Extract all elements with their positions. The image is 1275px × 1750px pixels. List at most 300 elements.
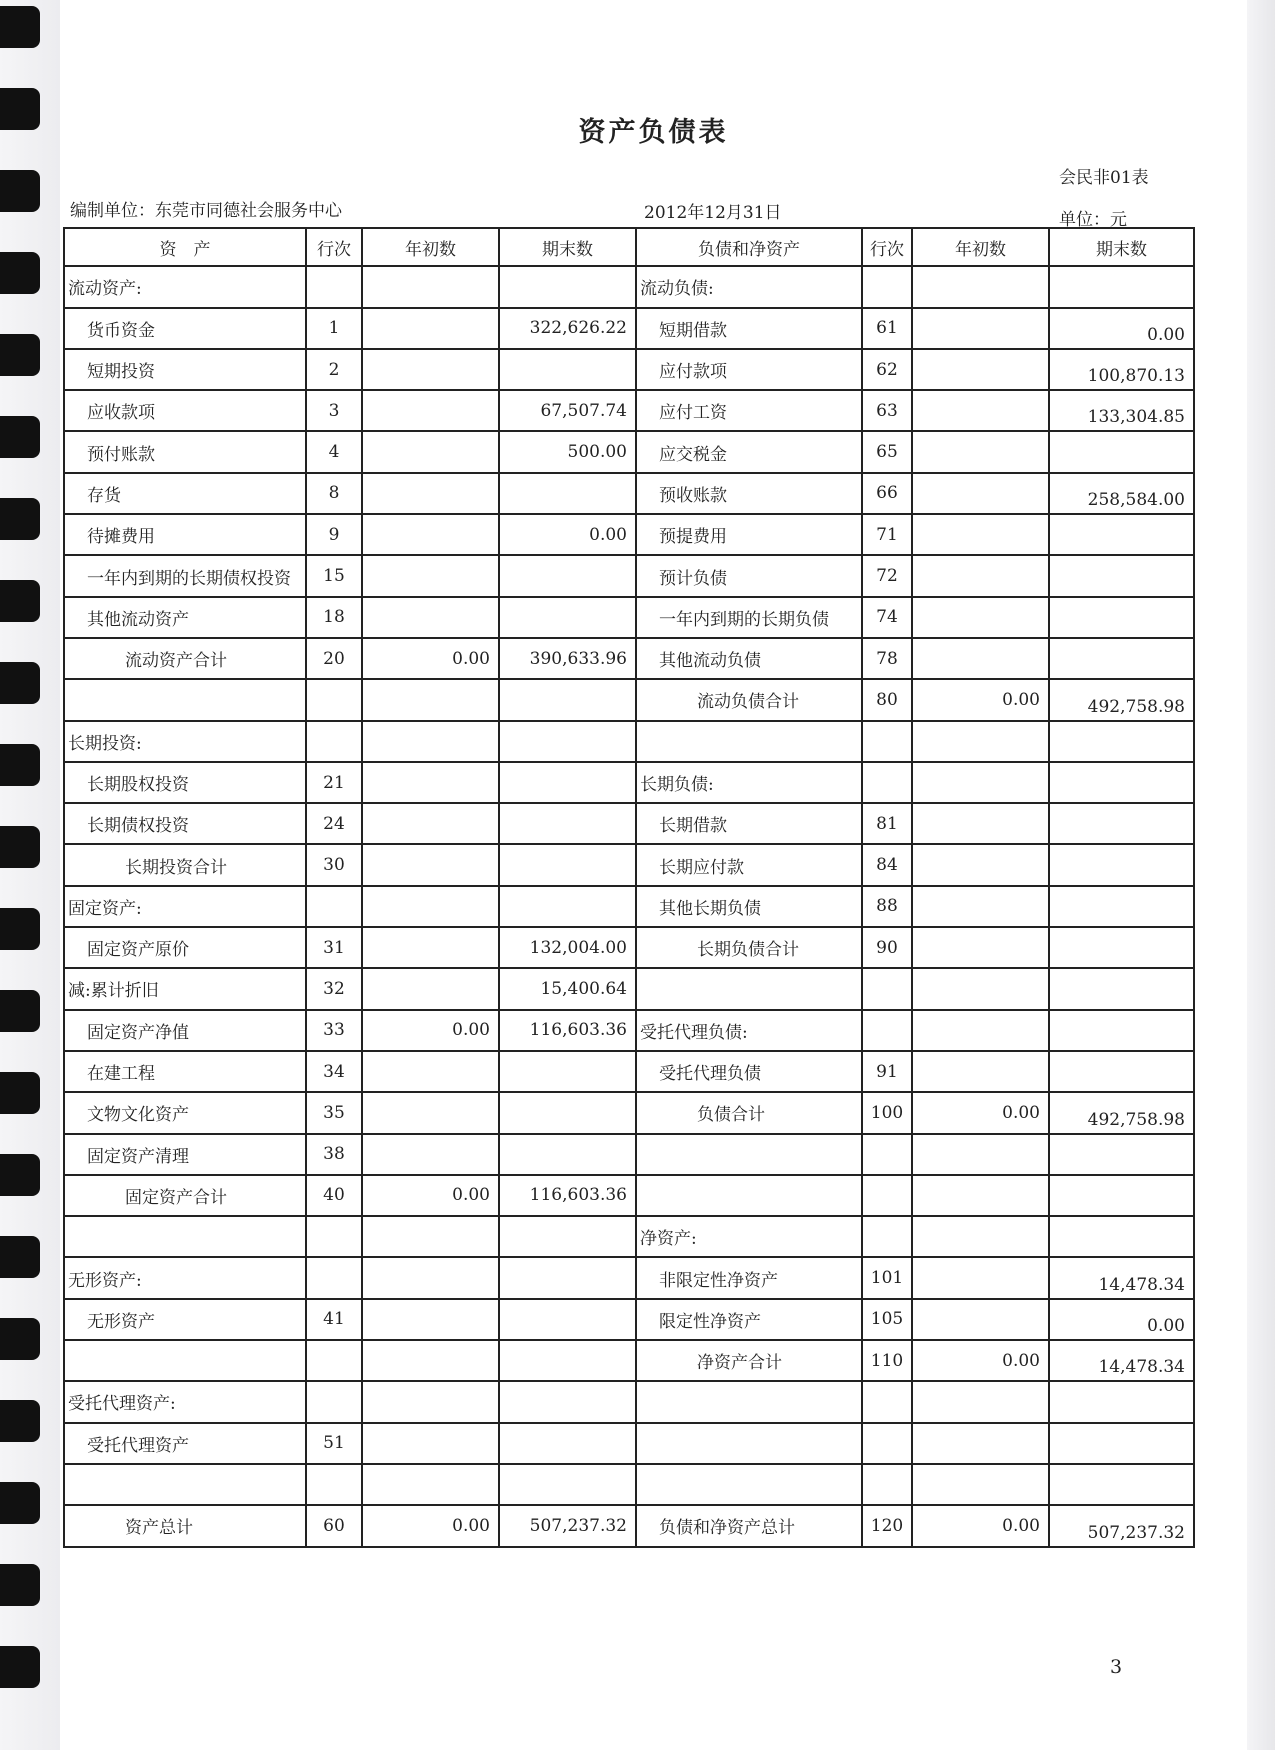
liability-label: 流动负债: (636, 266, 862, 307)
table-row (64, 473, 1194, 514)
liability-begin: 0.00 (912, 679, 1049, 720)
liability-end: 0.00 (1049, 308, 1194, 349)
form-code: 会民非01表 (1059, 168, 1149, 188)
binding-hole (0, 252, 40, 294)
liability-begin (912, 1464, 1049, 1505)
asset-begin (362, 308, 499, 349)
liability-begin (912, 927, 1049, 968)
liability-line-no (862, 266, 912, 307)
organization-label: 编制单位：东莞市同德社会服务中心 (70, 201, 342, 221)
asset-end: 322,626.22 (499, 308, 636, 349)
table-row (64, 1092, 1194, 1133)
asset-label: 待摊费用 (64, 514, 306, 555)
asset-line-no: 30 (306, 844, 362, 885)
asset-begin (362, 1423, 499, 1464)
asset-end (499, 1092, 636, 1133)
page-edge (1247, 0, 1275, 1750)
liability-label: 流动负债合计 (636, 679, 862, 720)
asset-line-no: 31 (306, 927, 362, 968)
liability-end: 0.00 (1049, 1299, 1194, 1340)
liability-end (1049, 1010, 1194, 1051)
liability-line-no (862, 1381, 912, 1422)
liability-end: 14,478.34 (1049, 1257, 1194, 1298)
liability-label: 其他流动负债 (636, 638, 862, 679)
asset-end (499, 266, 636, 307)
liability-end: 14,478.34 (1049, 1340, 1194, 1381)
liability-begin (912, 266, 1049, 307)
liability-line-no (862, 968, 912, 1009)
liability-label: 负债和净资产总计 (636, 1505, 862, 1546)
table-row (64, 1423, 1194, 1464)
asset-line-no (306, 679, 362, 720)
liability-begin (912, 473, 1049, 514)
liability-end: 100,870.13 (1049, 349, 1194, 390)
asset-label: 固定资产合计 (64, 1175, 306, 1216)
asset-line-no: 51 (306, 1423, 362, 1464)
asset-end (499, 349, 636, 390)
table-row (64, 1340, 1194, 1381)
liability-line-no: 81 (862, 803, 912, 844)
liability-begin (912, 514, 1049, 555)
col-header-begin-2: 年初数 (912, 228, 1049, 266)
asset-label: 减:累计折旧 (64, 968, 306, 1009)
liability-begin (912, 1175, 1049, 1216)
liability-begin (912, 1010, 1049, 1051)
liability-begin: 0.00 (912, 1092, 1049, 1133)
balance-sheet-table-wrap (63, 227, 1195, 1548)
asset-begin: 0.00 (362, 638, 499, 679)
liability-begin (912, 597, 1049, 638)
liability-begin (912, 308, 1049, 349)
liability-begin (912, 349, 1049, 390)
asset-end: 0.00 (499, 514, 636, 555)
asset-begin (362, 1051, 499, 1092)
liability-begin (912, 390, 1049, 431)
liability-end: 133,304.85 (1049, 390, 1194, 431)
asset-begin (362, 431, 499, 472)
asset-begin (362, 1092, 499, 1133)
liability-end: 258,584.00 (1049, 473, 1194, 514)
asset-label: 长期债权投资 (64, 803, 306, 844)
asset-begin (362, 968, 499, 1009)
liability-line-no (862, 1175, 912, 1216)
asset-begin (362, 514, 499, 555)
asset-label: 长期投资: (64, 721, 306, 762)
liability-end (1049, 638, 1194, 679)
liability-begin (912, 762, 1049, 803)
asset-end: 500.00 (499, 431, 636, 472)
table-row (64, 1175, 1194, 1216)
asset-begin (362, 349, 499, 390)
liability-line-no (862, 1464, 912, 1505)
asset-end (499, 597, 636, 638)
report-date: 2012年12月31日 (644, 203, 782, 223)
asset-end (499, 1423, 636, 1464)
liability-line-no: 61 (862, 308, 912, 349)
table-row (64, 1381, 1194, 1422)
asset-line-no (306, 1216, 362, 1257)
col-header-end-2: 期末数 (1049, 228, 1194, 266)
binding-hole (0, 1646, 40, 1688)
liability-line-no: 90 (862, 927, 912, 968)
liability-begin (912, 844, 1049, 885)
liability-line-no (862, 1134, 912, 1175)
asset-line-no (306, 721, 362, 762)
asset-begin (362, 1340, 499, 1381)
table-row (64, 266, 1194, 307)
col-header-end: 期末数 (499, 228, 636, 266)
liability-begin (912, 968, 1049, 1009)
asset-begin (362, 762, 499, 803)
asset-line-no: 32 (306, 968, 362, 1009)
binding-hole (0, 170, 40, 212)
document-title: 资产负债表 (578, 117, 729, 148)
liability-end (1049, 266, 1194, 307)
asset-label: 无形资产: (64, 1257, 306, 1298)
asset-line-no: 34 (306, 1051, 362, 1092)
asset-end (499, 886, 636, 927)
asset-end: 15,400.64 (499, 968, 636, 1009)
binding-hole (0, 416, 40, 458)
liability-line-no: 84 (862, 844, 912, 885)
liability-begin (912, 803, 1049, 844)
liability-end (1049, 1216, 1194, 1257)
liability-line-no: 80 (862, 679, 912, 720)
asset-end (499, 1381, 636, 1422)
asset-label: 在建工程 (64, 1051, 306, 1092)
liability-end: 492,758.98 (1049, 679, 1194, 720)
liability-end (1049, 1175, 1194, 1216)
liability-line-no: 105 (862, 1299, 912, 1340)
asset-line-no: 18 (306, 597, 362, 638)
asset-label: 应收款项 (64, 390, 306, 431)
table-row (64, 1134, 1194, 1175)
liability-end (1049, 721, 1194, 762)
liability-label: 长期负债: (636, 762, 862, 803)
asset-line-no: 8 (306, 473, 362, 514)
asset-begin: 0.00 (362, 1175, 499, 1216)
binding-hole (0, 908, 40, 950)
asset-line-no (306, 1257, 362, 1298)
liability-line-no: 120 (862, 1505, 912, 1546)
liability-begin (912, 1299, 1049, 1340)
asset-label: 资产总计 (64, 1505, 306, 1546)
asset-begin (362, 1134, 499, 1175)
asset-line-no: 60 (306, 1505, 362, 1546)
liability-begin (912, 721, 1049, 762)
binding-hole (0, 744, 40, 786)
binding-hole (0, 662, 40, 704)
table-header-row (64, 228, 1194, 266)
liability-line-no: 88 (862, 886, 912, 927)
liability-end (1049, 431, 1194, 472)
asset-label: 存货 (64, 473, 306, 514)
asset-begin (362, 390, 499, 431)
liability-end (1049, 1051, 1194, 1092)
asset-begin (362, 555, 499, 596)
liability-begin (912, 1257, 1049, 1298)
asset-label (64, 1216, 306, 1257)
asset-label: 固定资产清理 (64, 1134, 306, 1175)
table-row (64, 968, 1194, 1009)
liability-begin: 0.00 (912, 1340, 1049, 1381)
binding-hole (0, 1564, 40, 1606)
asset-line-no (306, 1464, 362, 1505)
asset-line-no: 35 (306, 1092, 362, 1133)
liability-line-no (862, 1216, 912, 1257)
asset-line-no (306, 886, 362, 927)
asset-label: 无形资产 (64, 1299, 306, 1340)
asset-end (499, 1257, 636, 1298)
asset-begin (362, 803, 499, 844)
asset-end (499, 1464, 636, 1505)
table-row (64, 1464, 1194, 1505)
asset-begin: 0.00 (362, 1010, 499, 1051)
liability-end (1049, 1134, 1194, 1175)
liability-label: 长期负债合计 (636, 927, 862, 968)
asset-end: 116,603.36 (499, 1175, 636, 1216)
liability-line-no: 63 (862, 390, 912, 431)
table-row (64, 803, 1194, 844)
liability-end (1049, 597, 1194, 638)
liability-label: 受托代理负债 (636, 1051, 862, 1092)
liability-label: 限定性净资产 (636, 1299, 862, 1340)
liability-begin (912, 1051, 1049, 1092)
liability-line-no: 62 (862, 349, 912, 390)
liability-label: 净资产合计 (636, 1340, 862, 1381)
asset-label (64, 1340, 306, 1381)
asset-line-no: 1 (306, 308, 362, 349)
liability-label: 受托代理负债: (636, 1010, 862, 1051)
liability-label (636, 1381, 862, 1422)
asset-line-no: 20 (306, 638, 362, 679)
table-row (64, 721, 1194, 762)
liability-label (636, 1134, 862, 1175)
table-row (64, 844, 1194, 885)
asset-begin (362, 597, 499, 638)
binding-hole (0, 1482, 40, 1524)
liability-end (1049, 968, 1194, 1009)
liability-label (636, 1423, 862, 1464)
table-row (64, 1257, 1194, 1298)
liability-end (1049, 803, 1194, 844)
liability-end (1049, 1423, 1194, 1464)
liability-label: 长期借款 (636, 803, 862, 844)
table-row (64, 1010, 1194, 1051)
liability-label: 非限定性净资产 (636, 1257, 862, 1298)
liability-begin (912, 1381, 1049, 1422)
liability-end (1049, 1381, 1194, 1422)
asset-label: 短期投资 (64, 349, 306, 390)
table-row (64, 1505, 1194, 1546)
asset-label (64, 679, 306, 720)
liability-label: 应交税金 (636, 431, 862, 472)
liability-line-no: 101 (862, 1257, 912, 1298)
binding-hole (0, 1154, 40, 1196)
asset-begin (362, 886, 499, 927)
liability-label: 一年内到期的长期负债 (636, 597, 862, 638)
liability-begin (912, 886, 1049, 927)
liability-begin: 0.00 (912, 1505, 1049, 1546)
asset-line-no: 9 (306, 514, 362, 555)
liability-begin (912, 1216, 1049, 1257)
asset-begin (362, 1381, 499, 1422)
binding-hole (0, 580, 40, 622)
asset-label: 受托代理资产 (64, 1423, 306, 1464)
balance-sheet-page (60, 0, 1247, 1750)
liability-line-no (862, 1010, 912, 1051)
liability-end (1049, 762, 1194, 803)
col-header-asset: 资 产 (64, 228, 306, 266)
binding-hole (0, 498, 40, 540)
asset-end (499, 803, 636, 844)
asset-end (499, 762, 636, 803)
asset-label: 预付账款 (64, 431, 306, 472)
asset-end (499, 1340, 636, 1381)
col-header-liability: 负债和净资产 (636, 228, 862, 266)
liability-line-no: 100 (862, 1092, 912, 1133)
asset-end: 67,507.74 (499, 390, 636, 431)
liability-label (636, 1464, 862, 1505)
table-row (64, 1216, 1194, 1257)
asset-begin (362, 721, 499, 762)
asset-label: 固定资产: (64, 886, 306, 927)
binding-hole (0, 990, 40, 1032)
binding-hole (0, 6, 40, 48)
asset-end (499, 721, 636, 762)
liability-begin (912, 555, 1049, 596)
liability-begin (912, 1423, 1049, 1464)
asset-line-no: 3 (306, 390, 362, 431)
table-row (64, 431, 1194, 472)
col-header-line-no: 行次 (306, 228, 362, 266)
asset-line-no: 33 (306, 1010, 362, 1051)
asset-end (499, 844, 636, 885)
asset-end: 507,237.32 (499, 1505, 636, 1546)
liability-line-no: 66 (862, 473, 912, 514)
asset-line-no: 24 (306, 803, 362, 844)
asset-line-no: 40 (306, 1175, 362, 1216)
balance-sheet-table (63, 227, 1195, 1548)
liability-end: 492,758.98 (1049, 1092, 1194, 1133)
asset-begin (362, 1299, 499, 1340)
liability-end (1049, 886, 1194, 927)
liability-label: 短期借款 (636, 308, 862, 349)
asset-begin (362, 927, 499, 968)
liability-label: 应付款项 (636, 349, 862, 390)
asset-line-no: 15 (306, 555, 362, 596)
liability-line-no: 91 (862, 1051, 912, 1092)
liability-label: 应付工资 (636, 390, 862, 431)
asset-begin (362, 473, 499, 514)
binding-hole (0, 1400, 40, 1442)
table-row (64, 638, 1194, 679)
asset-line-no: 21 (306, 762, 362, 803)
asset-end (499, 1299, 636, 1340)
table-row (64, 308, 1194, 349)
table-row (64, 927, 1194, 968)
page-number: 3 (1110, 1656, 1123, 1678)
table-row (64, 1299, 1194, 1340)
liability-label: 预提费用 (636, 514, 862, 555)
liability-end (1049, 1464, 1194, 1505)
binding-hole (0, 1236, 40, 1278)
liability-line-no: 110 (862, 1340, 912, 1381)
liability-end (1049, 844, 1194, 885)
asset-begin (362, 844, 499, 885)
table-row (64, 555, 1194, 596)
liability-begin (912, 638, 1049, 679)
binding-hole (0, 1072, 40, 1114)
asset-label (64, 1464, 306, 1505)
asset-begin (362, 1464, 499, 1505)
liability-line-no: 72 (862, 555, 912, 596)
table-row (64, 679, 1194, 720)
liability-label: 负债合计 (636, 1092, 862, 1133)
liability-end (1049, 555, 1194, 596)
liability-label: 其他长期负债 (636, 886, 862, 927)
liability-label (636, 721, 862, 762)
liability-begin (912, 1134, 1049, 1175)
asset-end (499, 1216, 636, 1257)
asset-label: 货币资金 (64, 308, 306, 349)
asset-begin: 0.00 (362, 1505, 499, 1546)
liability-label: 净资产: (636, 1216, 862, 1257)
asset-label: 流动资产: (64, 266, 306, 307)
asset-end (499, 555, 636, 596)
asset-begin (362, 679, 499, 720)
liability-begin (912, 431, 1049, 472)
asset-label: 受托代理资产: (64, 1381, 306, 1422)
asset-line-no (306, 266, 362, 307)
liability-line-no: 65 (862, 431, 912, 472)
liability-line-no (862, 762, 912, 803)
asset-end (499, 1051, 636, 1092)
liability-end (1049, 514, 1194, 555)
binding-hole (0, 88, 40, 130)
asset-label: 固定资产净值 (64, 1010, 306, 1051)
asset-line-no (306, 1340, 362, 1381)
asset-end (499, 679, 636, 720)
asset-label: 文物文化资产 (64, 1092, 306, 1133)
asset-end: 390,633.96 (499, 638, 636, 679)
table-row (64, 597, 1194, 638)
asset-label: 流动资产合计 (64, 638, 306, 679)
asset-line-no: 41 (306, 1299, 362, 1340)
liability-end (1049, 927, 1194, 968)
asset-begin (362, 1257, 499, 1298)
binding-hole (0, 826, 40, 868)
asset-line-no: 2 (306, 349, 362, 390)
asset-end: 116,603.36 (499, 1010, 636, 1051)
liability-label (636, 1175, 862, 1216)
asset-end (499, 1134, 636, 1175)
asset-label: 长期股权投资 (64, 762, 306, 803)
liability-line-no (862, 721, 912, 762)
liability-end: 507,237.32 (1049, 1505, 1194, 1546)
table-row (64, 349, 1194, 390)
binding-hole (0, 1318, 40, 1360)
liability-label: 长期应付款 (636, 844, 862, 885)
asset-label: 固定资产原价 (64, 927, 306, 968)
col-header-begin: 年初数 (362, 228, 499, 266)
asset-begin (362, 1216, 499, 1257)
asset-end (499, 473, 636, 514)
binding-strip (0, 0, 60, 1750)
col-header-line-no-2: 行次 (862, 228, 912, 266)
asset-end: 132,004.00 (499, 927, 636, 968)
liability-label (636, 968, 862, 1009)
